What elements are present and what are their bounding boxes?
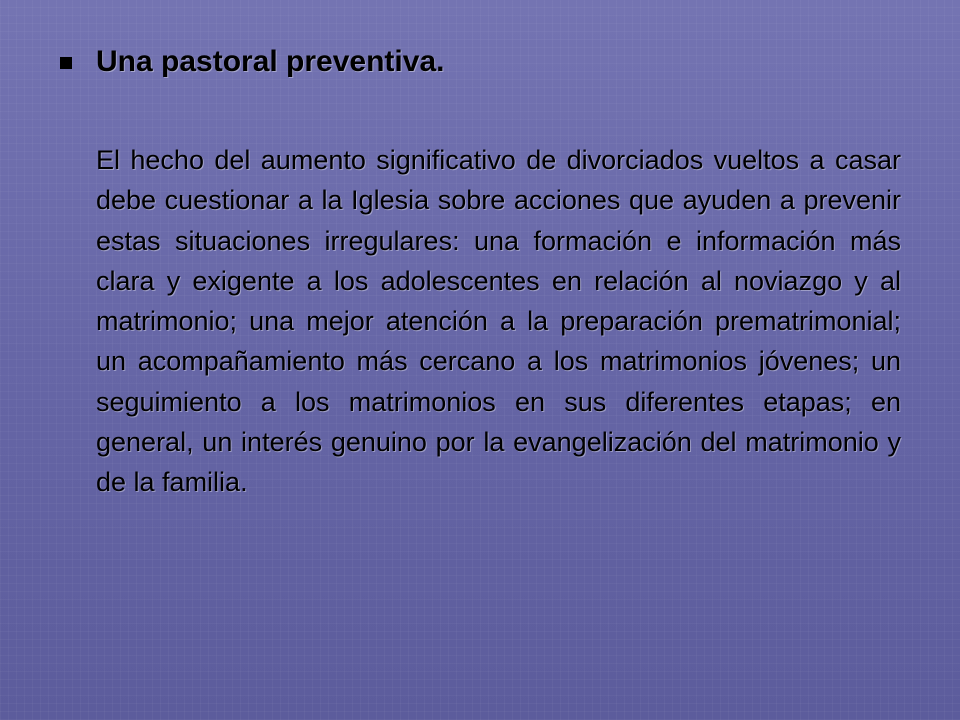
- bullet-item: [60, 40, 444, 84]
- slide-heading: Una pastoral preventiva.: [96, 45, 445, 78]
- slide-body-text: El hecho del aumento significativo de divorciados vueltos a casar debe cuestionar a la Iglesia sobre acciones que ayuden a prevenir estas situaciones irregulares: una formación e información más clara y exigente a los adolescentes en relación al noviazgo y al matrimonio; una mejor atención a la preparación prematrimonial; un acompañamiento más cercano a los matrimonios jóvenes; un seguimiento a los matrimonios en sus diferentes etapas; en general, un interés genuino por la evangelización del matrimonio y de la familia.: [96, 145, 901, 498]
- square-bullet-icon: [60, 57, 72, 69]
